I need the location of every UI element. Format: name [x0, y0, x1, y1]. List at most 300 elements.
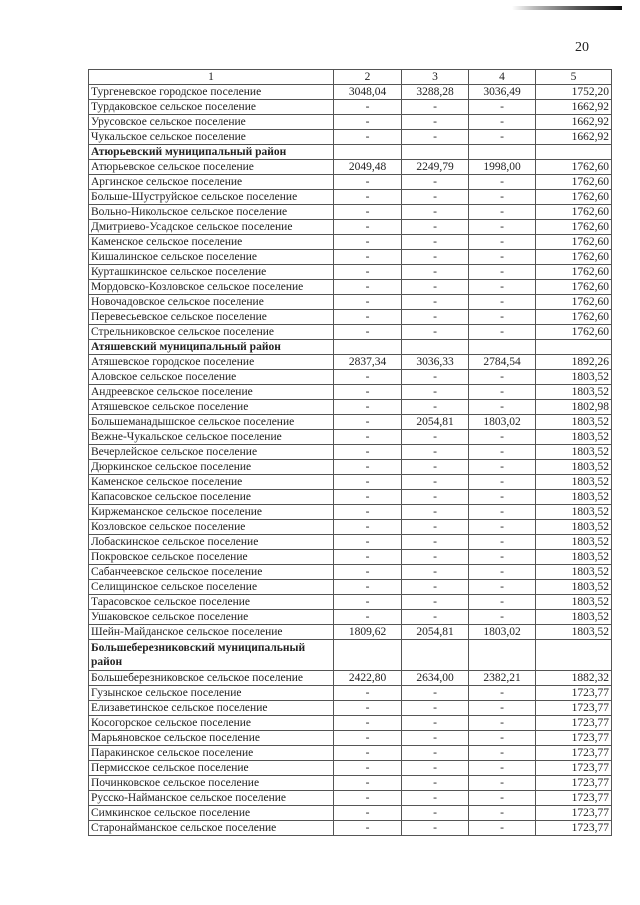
value-col-4: - [469, 400, 536, 415]
value-col-5: 1803,52 [536, 565, 612, 580]
table-row [89, 310, 612, 325]
table-row [89, 716, 612, 731]
value-col-3: 2054,81 [402, 415, 469, 430]
value-col-4: - [469, 761, 536, 776]
settlement-name: Атяшевское сельское поселение [89, 400, 334, 415]
settlement-name: Атяшевское городское поселение [89, 355, 334, 370]
table-row [89, 400, 612, 415]
value-col-4: - [469, 475, 536, 490]
value-col-4: 1803,02 [469, 625, 536, 640]
value-col-3: - [402, 731, 469, 746]
value-col-2: - [334, 280, 402, 295]
value-col-3: 2249,79 [402, 160, 469, 175]
settlement-name: Тарасовское сельское поселение [89, 595, 334, 610]
value-col-5: 1662,92 [536, 115, 612, 130]
value-col-4: - [469, 746, 536, 761]
empty-cell [334, 145, 402, 160]
value-col-3: - [402, 535, 469, 550]
table-row [89, 175, 612, 190]
settlement-name: Большеманадышское сельское поселение [89, 415, 334, 430]
value-col-2: - [334, 535, 402, 550]
table-row [89, 671, 612, 686]
table-row [89, 550, 612, 565]
value-col-2: - [334, 821, 402, 836]
settlement-name: Марьяновское сельское поселение [89, 731, 334, 746]
value-col-5: 1892,26 [536, 355, 612, 370]
value-col-2: - [334, 686, 402, 701]
table-row [89, 370, 612, 385]
value-col-2: - [334, 580, 402, 595]
settlement-name: Вечерлейское сельское поселение [89, 445, 334, 460]
value-col-3: 3288,28 [402, 85, 469, 100]
table-row [89, 475, 612, 490]
value-col-2: - [334, 265, 402, 280]
value-col-4: - [469, 505, 536, 520]
settlement-name: Тургеневское городское поселение [89, 85, 334, 100]
value-col-3: - [402, 190, 469, 205]
value-col-5: 1662,92 [536, 130, 612, 145]
value-col-5: 1803,52 [536, 460, 612, 475]
table-row [89, 430, 612, 445]
value-col-4: - [469, 716, 536, 731]
value-col-5: 1803,52 [536, 610, 612, 625]
value-col-2: 1809,62 [334, 625, 402, 640]
value-col-4: - [469, 220, 536, 235]
value-col-2: - [334, 550, 402, 565]
settlement-name: Елизаветинское сельское поселение [89, 701, 334, 716]
settlement-name: Вольно-Никольское сельское поселение [89, 205, 334, 220]
value-col-4: 2382,21 [469, 671, 536, 686]
value-col-5: 1803,52 [536, 415, 612, 430]
table-row [89, 355, 612, 370]
value-col-5: 1752,20 [536, 85, 612, 100]
value-col-4: - [469, 610, 536, 625]
empty-cell [469, 640, 536, 671]
value-col-3: - [402, 776, 469, 791]
value-col-2: - [334, 370, 402, 385]
value-col-5: 1762,60 [536, 175, 612, 190]
value-col-4: - [469, 190, 536, 205]
column-header-4: 4 [469, 70, 536, 85]
value-col-2: - [334, 490, 402, 505]
value-col-2: - [334, 595, 402, 610]
table-row [89, 701, 612, 716]
value-col-4: - [469, 115, 536, 130]
table-row [89, 565, 612, 580]
empty-cell [536, 640, 612, 671]
value-col-2: - [334, 731, 402, 746]
table-row [89, 460, 612, 475]
value-col-3: - [402, 325, 469, 340]
table-row [89, 265, 612, 280]
value-col-4: - [469, 565, 536, 580]
settlement-name: Кишалинское сельское поселение [89, 250, 334, 265]
table-row [89, 490, 612, 505]
table-row [89, 130, 612, 145]
value-col-4: - [469, 235, 536, 250]
district-name: Атяшевский муниципальный район [89, 340, 334, 355]
table-row [89, 791, 612, 806]
value-col-5: 1882,32 [536, 671, 612, 686]
table-row [89, 520, 612, 535]
value-col-4: - [469, 205, 536, 220]
table-row [89, 280, 612, 295]
value-col-3: - [402, 821, 469, 836]
value-col-2: - [334, 130, 402, 145]
empty-cell [536, 145, 612, 160]
value-col-4: - [469, 385, 536, 400]
table-row [89, 686, 612, 701]
settlement-name: Селищинское сельское поселение [89, 580, 334, 595]
value-col-3: - [402, 505, 469, 520]
value-col-3: - [402, 235, 469, 250]
column-header-5: 5 [536, 70, 612, 85]
value-col-5: 1803,52 [536, 595, 612, 610]
district-name: Большеберезниковский муниципальный район [89, 640, 334, 671]
value-col-5: 1803,52 [536, 520, 612, 535]
value-col-5: 1762,60 [536, 325, 612, 340]
settlement-name: Капасовское сельское поселение [89, 490, 334, 505]
value-col-5: 1762,60 [536, 190, 612, 205]
table-row [89, 505, 612, 520]
table-row [89, 580, 612, 595]
value-col-5: 1803,52 [536, 430, 612, 445]
table-row [89, 325, 612, 340]
settlement-name: Мордовско-Козловское сельское поселение [89, 280, 334, 295]
value-col-4: - [469, 445, 536, 460]
value-col-5: 1803,52 [536, 445, 612, 460]
value-col-2: - [334, 235, 402, 250]
value-col-3: 2054,81 [402, 625, 469, 640]
column-header-3: 3 [402, 70, 469, 85]
value-col-2: 2837,34 [334, 355, 402, 370]
value-col-3: - [402, 280, 469, 295]
table-row [89, 445, 612, 460]
value-col-5: 1762,60 [536, 265, 612, 280]
empty-cell [469, 145, 536, 160]
value-col-4: - [469, 175, 536, 190]
settlement-name: Чукальское сельское поселение [89, 130, 334, 145]
value-col-2: - [334, 776, 402, 791]
value-col-5: 1723,77 [536, 686, 612, 701]
empty-cell [334, 340, 402, 355]
table-row [89, 190, 612, 205]
value-col-4: - [469, 731, 536, 746]
value-col-3: - [402, 430, 469, 445]
value-col-2: - [334, 761, 402, 776]
table-row [89, 776, 612, 791]
value-col-5: 1803,52 [536, 490, 612, 505]
table-row [89, 731, 612, 746]
value-col-3: - [402, 370, 469, 385]
district-name: Атюрьевский муниципальный район [89, 145, 334, 160]
value-col-3: - [402, 791, 469, 806]
table-row [89, 746, 612, 761]
value-col-5: 1723,77 [536, 716, 612, 731]
settlement-name: Козловское сельское поселение [89, 520, 334, 535]
value-col-3: - [402, 310, 469, 325]
empty-cell [536, 340, 612, 355]
table-row [89, 85, 612, 100]
value-col-4: - [469, 821, 536, 836]
value-col-3: - [402, 701, 469, 716]
value-col-3: - [402, 130, 469, 145]
column-header-1: 1 [89, 70, 334, 85]
value-col-4: - [469, 595, 536, 610]
value-col-5: 1803,52 [536, 625, 612, 640]
value-col-5: 1723,77 [536, 806, 612, 821]
value-col-3: - [402, 265, 469, 280]
value-col-4: 1803,02 [469, 415, 536, 430]
settlement-name: Покровское сельское поселение [89, 550, 334, 565]
settlement-name: Атюрьевское сельское поселение [89, 160, 334, 175]
value-col-3: - [402, 550, 469, 565]
value-col-2: - [334, 475, 402, 490]
value-col-3: - [402, 100, 469, 115]
value-col-5: 1803,52 [536, 505, 612, 520]
value-col-2: 2422,80 [334, 671, 402, 686]
value-col-2: - [334, 610, 402, 625]
value-col-2: - [334, 430, 402, 445]
value-col-3: - [402, 686, 469, 701]
settlement-name: Турдаковское сельское поселение [89, 100, 334, 115]
value-col-3: - [402, 746, 469, 761]
value-col-4: - [469, 460, 536, 475]
value-col-5: 1762,60 [536, 235, 612, 250]
value-col-4: 3036,49 [469, 85, 536, 100]
table-row [89, 821, 612, 836]
value-col-3: - [402, 595, 469, 610]
value-col-2: - [334, 716, 402, 731]
table-row [89, 295, 612, 310]
value-col-4: - [469, 325, 536, 340]
value-col-3: - [402, 175, 469, 190]
settlement-name: Больше-Шуструйское сельское поселение [89, 190, 334, 205]
value-col-5: 1723,77 [536, 701, 612, 716]
tariff-table [88, 69, 612, 836]
settlement-name: Шейн-Майданское сельское поселение [89, 625, 334, 640]
value-col-3: - [402, 806, 469, 821]
value-col-4: - [469, 701, 536, 716]
settlement-name: Симкинское сельское поселение [89, 806, 334, 821]
settlement-name: Русско-Найманское сельское поселение [89, 791, 334, 806]
value-col-5: 1803,52 [536, 475, 612, 490]
value-col-5: 1762,60 [536, 250, 612, 265]
table-row [89, 115, 612, 130]
value-col-3: - [402, 295, 469, 310]
empty-cell [334, 640, 402, 671]
value-col-3: - [402, 445, 469, 460]
value-col-4: - [469, 806, 536, 821]
value-col-2: - [334, 310, 402, 325]
value-col-3: - [402, 475, 469, 490]
settlement-name: Урусовское сельское поселение [89, 115, 334, 130]
value-col-2: 2049,48 [334, 160, 402, 175]
value-col-4: 2784,54 [469, 355, 536, 370]
settlement-name: Дмитриево-Усадское сельское поселение [89, 220, 334, 235]
settlement-name: Аргинское сельское поселение [89, 175, 334, 190]
table-row [89, 535, 612, 550]
table-row [89, 761, 612, 776]
value-col-5: 1762,60 [536, 295, 612, 310]
value-col-2: - [334, 460, 402, 475]
value-col-3: - [402, 385, 469, 400]
value-col-3: - [402, 610, 469, 625]
value-col-4: - [469, 535, 536, 550]
value-col-4: - [469, 310, 536, 325]
settlement-name: Лобаскинское сельское поселение [89, 535, 334, 550]
settlement-name: Дюркинское сельское поселение [89, 460, 334, 475]
value-col-5: 1723,77 [536, 746, 612, 761]
empty-cell [469, 340, 536, 355]
value-col-4: - [469, 265, 536, 280]
district-header-row [89, 640, 612, 671]
table-row [89, 250, 612, 265]
value-col-4: - [469, 100, 536, 115]
value-col-5: 1723,77 [536, 776, 612, 791]
district-header-row [89, 340, 612, 355]
value-col-5: 1803,52 [536, 580, 612, 595]
settlement-name: Паракинское сельское поселение [89, 746, 334, 761]
value-col-4: - [469, 776, 536, 791]
value-col-3: - [402, 761, 469, 776]
value-col-3: - [402, 205, 469, 220]
settlement-name: Починковское сельское поселение [89, 776, 334, 791]
value-col-5: 1723,77 [536, 731, 612, 746]
table-row [89, 205, 612, 220]
district-header-row [89, 145, 612, 160]
table-row [89, 595, 612, 610]
value-col-2: - [334, 505, 402, 520]
table-row [89, 625, 612, 640]
value-col-4: - [469, 580, 536, 595]
value-col-5: 1723,77 [536, 821, 612, 836]
value-col-3: - [402, 115, 469, 130]
value-col-5: 1762,60 [536, 280, 612, 295]
value-col-3: - [402, 490, 469, 505]
value-col-4: 1998,00 [469, 160, 536, 175]
value-col-3: 2634,00 [402, 671, 469, 686]
value-col-3: - [402, 580, 469, 595]
settlement-name: Перевесьевское сельское поселение [89, 310, 334, 325]
value-col-2: - [334, 746, 402, 761]
value-col-2: - [334, 205, 402, 220]
value-col-4: - [469, 130, 536, 145]
settlement-name: Курташкинское сельское поселение [89, 265, 334, 280]
value-col-5: 1762,60 [536, 205, 612, 220]
value-col-3: - [402, 250, 469, 265]
value-col-3: - [402, 400, 469, 415]
scan-artifact [512, 6, 622, 10]
value-col-4: - [469, 370, 536, 385]
value-col-4: - [469, 520, 536, 535]
value-col-4: - [469, 791, 536, 806]
value-col-3: - [402, 565, 469, 580]
value-col-2: - [334, 385, 402, 400]
value-col-5: 1803,52 [536, 370, 612, 385]
table-row [89, 160, 612, 175]
value-col-2: - [334, 520, 402, 535]
header-row [89, 70, 612, 85]
value-col-5: 1762,60 [536, 160, 612, 175]
settlement-name: Каменское сельское поселение [89, 235, 334, 250]
value-col-5: 1762,60 [536, 220, 612, 235]
value-col-2: - [334, 190, 402, 205]
value-col-3: - [402, 716, 469, 731]
settlement-name: Старонайманское сельское поселение [89, 821, 334, 836]
value-col-2: - [334, 565, 402, 580]
value-col-5: 1803,52 [536, 550, 612, 565]
table-row [89, 100, 612, 115]
value-col-3: - [402, 520, 469, 535]
value-col-2: - [334, 445, 402, 460]
settlement-name: Новочадовское сельское поселение [89, 295, 334, 310]
settlement-name: Вежне-Чукальское сельское поселение [89, 430, 334, 445]
value-col-4: - [469, 250, 536, 265]
table-row [89, 385, 612, 400]
value-col-2: - [334, 295, 402, 310]
value-col-2: - [334, 175, 402, 190]
value-col-2: - [334, 100, 402, 115]
table-row [89, 610, 612, 625]
value-col-2: - [334, 400, 402, 415]
value-col-4: - [469, 490, 536, 505]
value-col-5: 1662,92 [536, 100, 612, 115]
value-col-2: - [334, 791, 402, 806]
settlement-name: Гузынское сельское поселение [89, 686, 334, 701]
column-header-2: 2 [334, 70, 402, 85]
value-col-2: - [334, 415, 402, 430]
settlement-name: Ушаковское сельское поселение [89, 610, 334, 625]
value-col-2: - [334, 701, 402, 716]
value-col-5: 1762,60 [536, 310, 612, 325]
table-row [89, 235, 612, 250]
value-col-5: 1723,77 [536, 761, 612, 776]
value-col-3: 3036,33 [402, 355, 469, 370]
value-col-3: - [402, 220, 469, 235]
settlement-name: Аловское сельское поселение [89, 370, 334, 385]
settlement-name: Косогорское сельское поселение [89, 716, 334, 731]
value-col-4: - [469, 280, 536, 295]
table-row [89, 220, 612, 235]
value-col-4: - [469, 430, 536, 445]
table-row [89, 415, 612, 430]
page-number: 20 [575, 40, 589, 55]
value-col-4: - [469, 550, 536, 565]
empty-cell [402, 640, 469, 671]
empty-cell [402, 340, 469, 355]
value-col-2: - [334, 806, 402, 821]
table-row [89, 806, 612, 821]
value-col-4: - [469, 295, 536, 310]
value-col-5: 1802,98 [536, 400, 612, 415]
value-col-3: - [402, 460, 469, 475]
settlement-name: Пермисское сельское поселение [89, 761, 334, 776]
value-col-5: 1803,52 [536, 535, 612, 550]
settlement-name: Андреевское сельское поселение [89, 385, 334, 400]
settlement-name: Сабанчеевское сельское поселение [89, 565, 334, 580]
value-col-2: - [334, 250, 402, 265]
value-col-2: - [334, 220, 402, 235]
value-col-2: - [334, 115, 402, 130]
value-col-2: - [334, 325, 402, 340]
settlement-name: Каменское сельское поселение [89, 475, 334, 490]
value-col-5: 1803,52 [536, 385, 612, 400]
empty-cell [402, 145, 469, 160]
value-col-4: - [469, 686, 536, 701]
settlement-name: Стрельниковское сельское поселение [89, 325, 334, 340]
settlement-name: Большеберезниковское сельское поселение [89, 671, 334, 686]
